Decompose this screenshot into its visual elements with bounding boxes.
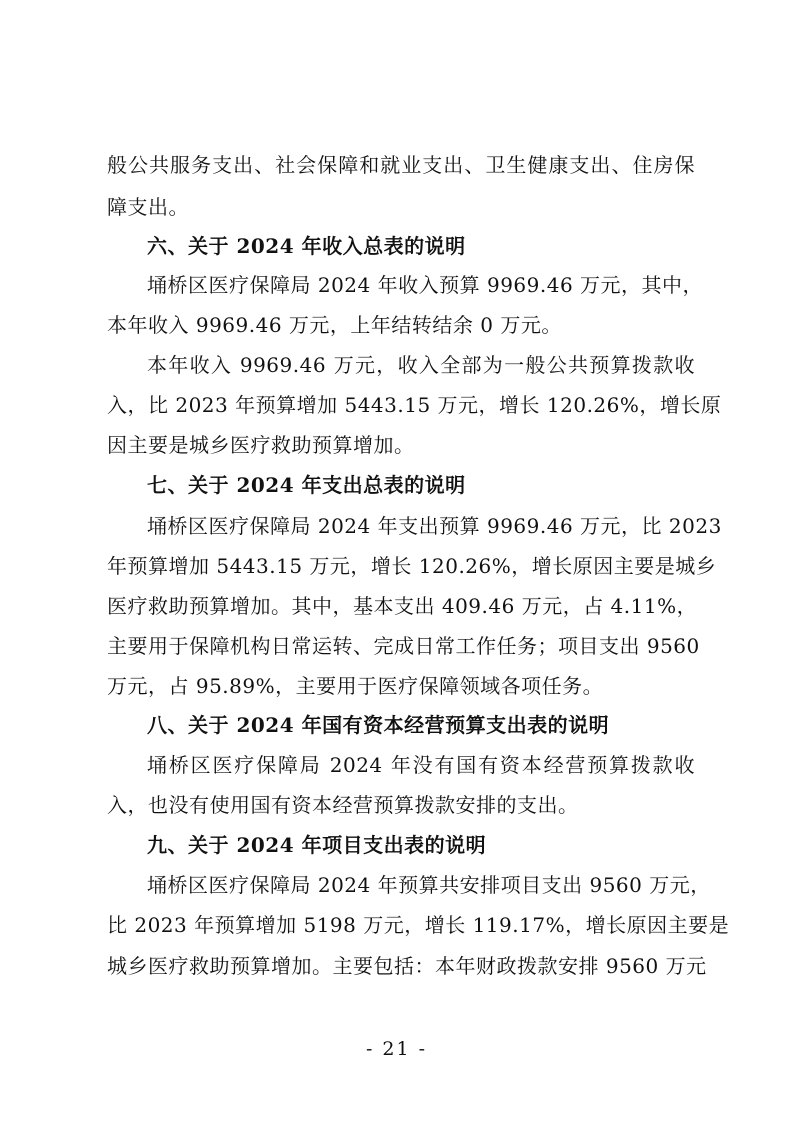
body-text-line: 般公共服务支出、社会保障和就业支出、卫生健康支出、住房保 [107,153,695,177]
body-text-line: 本年收入 9969.46 万元，收入全部为一般公共预算拨款收 [147,353,695,377]
body-text-line: 障支出。 [107,195,189,219]
section-heading-7: 七、关于 2024 年支出总表的说明 [147,473,466,497]
section-heading-9: 九、关于 2024 年项目支出表的说明 [147,833,487,857]
body-text-line: 入，也没有使用国有资本经营预算拨款安排的支出。 [107,793,579,817]
body-text-line: 医疗救助预算增加。其中，基本支出 409.46 万元，占 4.11%， [107,594,698,618]
body-text-line: 比 2023 年预算增加 5198 万元，增长 119.17%，增长原因主要是 [107,913,730,937]
body-text-line: 埇桥区医疗保障局 2024 年没有国有资本经营预算拨款收 [147,753,695,777]
body-text-line: 主要用于保障机构日常运转、完成日常工作任务；项目支出 9560 [107,634,700,658]
body-text-line: 本年收入 9969.46 万元，上年结转结余 0 万元。 [107,313,562,337]
page-number: - 21 - [365,1038,428,1060]
section-heading-6: 六、关于 2024 年收入总表的说明 [147,234,466,258]
body-text-line: 埇桥区医疗保障局 2024 年收入预算 9969.46 万元，其中， [147,273,704,297]
body-text-line: 埇桥区医疗保障局 2024 年支出预算 9969.46 万元，比 2023 [147,514,722,538]
body-text-line: 年预算增加 5443.15 万元，增长 120.26%，增长原因主要是城乡 [107,554,717,578]
body-text-line: 因主要是城乡医疗救助预算增加。 [107,433,415,457]
body-text-line: 入，比 2023 年预算增加 5443.15 万元，增长 120.26%，增长原 [107,393,722,417]
body-text-line: 埇桥区医疗保障局 2024 年预算共安排项目支出 9560 万元， [147,873,711,897]
section-heading-8: 八、关于 2024 年国有资本经营预算支出表的说明 [147,713,610,737]
body-text-line: 万元，占 95.89%，主要用于医疗保障领域各项任务。 [107,674,604,698]
body-text-line: 城乡医疗救助预算增加。主要包括：本年财政拨款安排 9560 万元 [107,954,707,978]
